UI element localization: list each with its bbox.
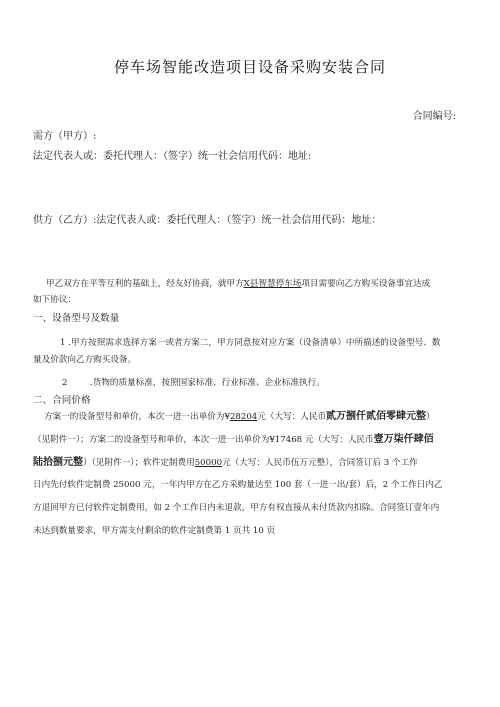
contract-title: 停车场智能改造项目设备采购安装合同 [113, 58, 386, 76]
project-name: X县智慧停车场 [243, 279, 302, 289]
plan-2-price-words-a: 壹万柒仟肆佰 [373, 434, 434, 445]
intro-line-2: 如下协议： [33, 295, 76, 305]
contract-number-label: 合同编号: [412, 111, 456, 122]
plan-2-price-words-b: 陆拾捌元整 [33, 457, 83, 468]
buyer-representative-line: 法定代表人或：委托代理人：（签字）统一社会信用代码：地址: [33, 151, 312, 162]
price-line-1-a: 方案一的设备型号和单价，本次一进一出单价为¥ [44, 412, 230, 422]
intro-text-c: 项目需要向乙方购买设备事宜达成 [301, 279, 431, 289]
price-line-3 [33, 451, 418, 475]
section-2-heading: 二、合同价格 [33, 395, 91, 406]
price-line-1 [44, 405, 435, 429]
section-1-item-2-text: .货物的质量标准，按照国家标准、行业标准、企业标准执行。 [90, 378, 325, 388]
buyer-line: 需方（甲方）: [33, 131, 97, 142]
price-line-4: 日内先付软件定制费 25000 元，一年内甲方在乙方采购量达至 100 套（一进一出/套）后，2 个工作日内乙 [33, 480, 443, 490]
price-line-1-e: ） [426, 412, 435, 422]
price-line-5: 方退回甲方已付软件定制费用，如 2 个工作日内未退款，甲方有权直接从未付货款内扣除。合同签订壹年内 [33, 503, 440, 513]
price-line-2 [33, 428, 434, 452]
software-fee: 50000 [194, 458, 223, 468]
supplier-line: 供方（乙方）:法定代表人或：委托代理人：（签字）统一社会信用代码：地址： [33, 215, 382, 226]
section-1-item-1-line-1: 1 .甲方按照需求选择方案一或者方案二，甲方同意按对应方案（设备清单）中所描述的设备型号、数 [60, 338, 441, 348]
section-1-item-2-number: 2 [62, 378, 68, 388]
price-line-2-a: （见附件一）；方案二的设备型号和单价，本次一进一出单价为¥17468 元（大写：人民币 [33, 435, 374, 445]
price-line-3-b: ）（见附件一）；软件定制费用 [83, 458, 195, 468]
plan-1-price-words: 贰万捌仟贰佰零肆元整 [326, 411, 427, 422]
intro-text-a: 甲乙双方在平等互利的基础上，经友好协商，就甲方 [46, 279, 244, 289]
plan-1-unit-price: 28204 [229, 412, 258, 422]
intro-line-1 [46, 273, 430, 296]
price-line-1-c: 元（大写：人民币 [257, 412, 327, 422]
section-1-heading: 一、设备型号及数量 [33, 313, 120, 324]
price-line-3-d: 元（大写：人民币伍万元整），合同签订后 3 个工作 [222, 458, 418, 468]
price-line-6: 未达到数量要求，甲方需支付剩余的软件定制费第 1 页共 10 页 [33, 526, 276, 536]
section-1-item-1-line-2: 量及价款向乙方购买设备。 [33, 355, 137, 365]
